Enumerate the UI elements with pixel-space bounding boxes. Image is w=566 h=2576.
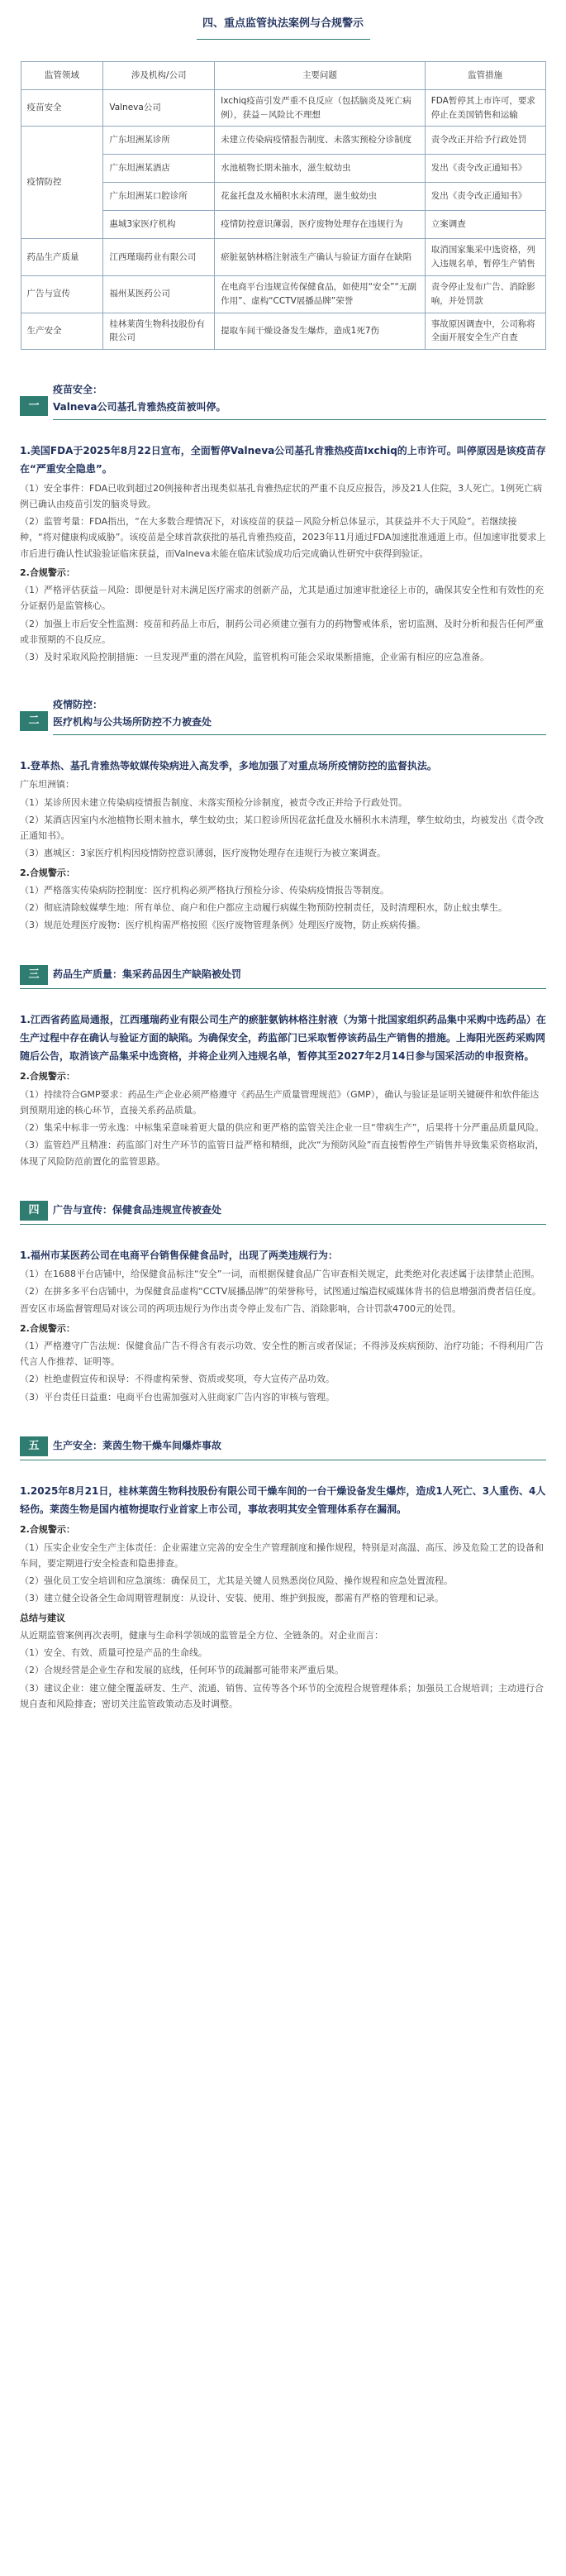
topic-number-badge: 三 <box>20 965 48 985</box>
case-lead-paragraph: 1.2025年8月21日，桂林莱茵生物科技股份有限公司干燥车间的一台干燥设备发生爆炸，造成1人死亡、3人重伤、4人轻伤。莱茵生物是国内植物提取行业首家上市公司，事故表明其安全管理体系存在漏洞。 <box>20 1484 546 1516</box>
cell-org: Valneva公司 <box>103 89 215 127</box>
table-row <box>21 275 545 313</box>
paragraph: 晋安区市场监督管理局对该公司的两项违规行为作出责令停止发布广告、消除影响，合计罚款4700元的处罚。 <box>20 1303 461 1315</box>
cell-issue: 提取车间干燥设备发生爆炸，造成1死7伤 <box>215 313 426 350</box>
cell-org: 广东坦洲某酒店 <box>103 155 215 183</box>
list-item: （1）压实企业安全生产主体责任：企业需建立完善的安全生产管理制度和操作规程，特别是对高温、高压、涉及危险工艺的设备和车间，要定期进行安全检查和隐患排查。 <box>20 1541 544 1569</box>
list-item: （1）安全事件：FDA已收到超过20例接种者出现类似基孔肯雅热症状的严重不良反应报告，涉及21人住院，3人死亡。1例死亡病例已确认由疫苗引发的脑炎导致。 <box>20 482 543 509</box>
header-issue: 主要问题 <box>215 61 426 89</box>
table-row <box>21 239 545 276</box>
list-item: （2）强化员工安全培训和应急演练：确保员工，尤其是关键人员熟悉岗位风险、操作规程和应急处置流程。 <box>20 1575 453 1587</box>
cell-issue: 在电商平台违规宣传保健食品，如使用“安全”“无副作用”、虚构“CCTV展播品牌”荣誉 <box>215 275 426 313</box>
overview-table <box>21 61 546 350</box>
cell-measure: 发出《责令改正通知书》 <box>425 155 545 183</box>
list-item: （3）惠城区：3家医疗机构因疫情防控意识薄弱，医疗废物处理存在违规行为被立案调查。 <box>20 848 386 859</box>
list-item: （1）严格遵守广告法规：保健食品广告不得含有表示功效、安全性的断言或者保证；不得涉及疾病预防、治疗功能；不得利用广告代言人作推荐、证明等。 <box>20 1340 544 1368</box>
topic-section <box>20 965 546 1169</box>
cell-domain: 药品生产质量 <box>21 239 103 276</box>
topic-header <box>20 1201 546 1225</box>
header-domain: 监管领域 <box>21 61 103 89</box>
topic-title: 生产安全：莱茵生物干燥车间爆炸事故 <box>53 1440 222 1452</box>
list-item: （2）某酒店因室内水池植物长期未抽水，孳生蚊幼虫；某口腔诊所因花盆托盘及水桶积水未清理，孳生蚊幼虫，均被发出《责令改正通知书》。 <box>20 814 544 842</box>
cell-measure: 责令停止发布广告、消除影响，并处罚款 <box>425 275 545 313</box>
cell-issue: 未建立传染病疫情报告制度、未落实预检分诊制度 <box>215 127 426 155</box>
section-title-underline <box>197 39 370 40</box>
cell-domain: 生产安全 <box>21 313 103 350</box>
list-item: （3）监管趋严且精准：药监部门对生产环节的监管日益严格和精细，此次“为预防风险”而直接暂停生产销售并导致集采资格取消，体现了风险防范前置化的监管思路。 <box>20 1140 545 1167</box>
paragraph: 广东坦洲镇： <box>20 779 74 791</box>
list-item: （3）平台责任日益重：电商平台也需加强对入驻商家广告内容的审核与管理。 <box>20 1391 335 1403</box>
subheading: 2.合规警示： <box>20 1322 75 1334</box>
list-item: （1）安全、有效、质量可控是产品的生命线。 <box>20 1647 207 1659</box>
subheading: 2.合规警示： <box>20 1524 75 1536</box>
subheading: 2.合规警示： <box>20 566 75 578</box>
topic-number-badge: 四 <box>20 1201 48 1221</box>
paragraph: 从近期监管案例再次表明，健康与生命科学领域的监管是全方位、全链条的。对企业而言： <box>20 1629 383 1641</box>
topic-header <box>20 696 546 735</box>
list-item: （1）严格落实传染病防控制度：医疗机构必须严格执行预检分诊、传染病疫情报告等制度。 <box>20 884 389 896</box>
cell-measure: FDA暂停其上市许可，要求停止在美国销售和运输 <box>425 89 545 127</box>
topic-title: 广告与宣传：保健食品违规宣传被查处 <box>53 1204 222 1216</box>
cell-measure: 取消国家集采中选资格，列入违规名单，暂停生产销售 <box>425 239 545 276</box>
list-item: （2）在拼多多平台店铺中，为保健食品虚构“CCTV展播品牌”的荣誉称号，试图通过编造权威媒体背书的信息增强消费者信任度。 <box>20 1286 541 1298</box>
cell-domain: 广告与宣传 <box>21 275 103 313</box>
topic-section <box>20 1436 546 1712</box>
list-item: （2）监管考量：FDA指出，“在大多数合理情况下，对该疫苗的获益－风险分析总体显示，其获益并不大于风险”。若继续接种，“将对健康构成威胁”。该疫苗是全球首款获批的基孔肯雅热疫苗，2023年11月通过FDA加速批准通道上市。但加速审批要求上市后进行确认性试验验证临床获益，而Valneva未能在临床试验成功后完成确认性研究中获得到验证。 <box>20 516 546 559</box>
cell-org: 广东坦洲某诊所 <box>103 127 215 155</box>
case-lead-paragraph: 1.福州市某医药公司在电商平台销售保健食品时，出现了两类违规行为： <box>20 1249 338 1261</box>
list-item: （2）杜绝虚假宣传和误导：不得虚构荣誉、资质或奖项，夸大宣传产品功效。 <box>20 1374 335 1385</box>
list-item: （3）建议企业：建立健全覆盖研发、生产、流通、销售、宣传等各个环节的全流程合规管理体系；加强员工合规培训；主动进行合规自查和风险排查；密切关注监管政策动态及时调整。 <box>20 1682 544 1709</box>
topic-underline <box>53 419 546 420</box>
topic-category: 疫苗安全： <box>53 384 103 396</box>
cell-issue: 瘀脏氨钠林格注射液生产确认与验证方面存在缺陷 <box>215 239 426 276</box>
cell-issue: 水池植物长期未抽水，滋生蚊幼虫 <box>215 155 426 183</box>
topic-number-badge: 五 <box>20 1436 48 1456</box>
topic-number-badge: 一 <box>20 396 48 416</box>
topic-title: 药品生产质量：集采药品因生产缺陷被处罚 <box>53 968 242 981</box>
topic-underline <box>53 734 546 735</box>
case-lead-paragraph: 1.江西省药监局通报，江西瑾瑞药业有限公司生产的瘀脏氨钠林格注射液（为第十批国家组织药品集中采购中选药品）在生产过程中存在确认与验证方面的缺陷。为确保安全，药监部门已采取暂停该药品生产销售的措施。上海阳光医药采购网随后公告，取消该产品集采中选资格，并将企业列入违规名单，暂停其至2027年2月14日参与国采活动的申报资格。 <box>20 1013 546 1063</box>
table-header-row <box>21 61 545 89</box>
topic-title: Valneva公司基孔肯雅热疫苗被叫停。 <box>53 401 226 413</box>
case-lead-paragraph: 1.登革热、基孔肯雅热等蚊媒传染病进入高发季，多地加强了对重点场所疫情防控的监督执法。 <box>20 760 437 772</box>
header-measure: 监管措施 <box>425 61 545 89</box>
cell-measure: 发出《责令改正通知书》 <box>425 183 545 211</box>
cell-measure: 事故原因调查中，公司称将全面开展安全生产自查 <box>425 313 545 350</box>
list-item: （1）某诊所因未建立传染病疫情报告制度、未落实预检分诊制度，被责令改正并给予行政处罚。 <box>20 796 407 808</box>
table-row <box>21 89 545 127</box>
list-item: （1）持续符合GMP要求：药品生产企业必须严格遵守《药品生产质量管理规范》（GMP），确认与验证是证明关键硬件和软件能达到预期用途的核心环节，直接关系药品质量。 <box>20 1088 540 1116</box>
cell-issue: Ixchiq疫苗引发严重不良反应（包括脑炎及死亡病例），获益－风险比不理想 <box>215 89 426 127</box>
topic-section <box>20 696 546 933</box>
cell-org: 江西瑾瑞药业有限公司 <box>103 239 215 276</box>
subheading: 2.合规警示： <box>20 1071 75 1082</box>
cell-org: 桂林莱茵生物科技股份有限公司 <box>103 313 215 350</box>
topic-header <box>20 381 546 420</box>
subheading: 2.合规警示： <box>20 867 75 878</box>
header-org: 涉及机构/公司 <box>103 61 215 89</box>
list-item: （2）加强上市后安全性监测：疫苗和药品上市后，制药公司必须建立强有力的药物警戒体系，密切监测、及时分析和报告任何严重或非预期的不良反应。 <box>20 618 544 645</box>
topic-header <box>20 965 546 989</box>
cell-measure: 立案调查 <box>425 211 545 239</box>
topic-title: 医疗机构与公共场所防控不力被查处 <box>53 716 212 729</box>
topic-section <box>20 1201 546 1405</box>
table-row <box>21 313 545 350</box>
topic-section <box>20 381 546 665</box>
cell-org: 惠城3家医疗机构 <box>103 211 215 239</box>
subheading: 总结与建议 <box>20 1612 65 1623</box>
topic-category: 疫情防控： <box>53 699 103 711</box>
cell-domain: 疫情防控 <box>21 127 103 239</box>
topic-number-badge: 二 <box>20 711 48 731</box>
list-item: （3）规范处理医疗废物：医疗机构需严格按照《医疗废物管理条例》处理医疗废物，防止疾病传播。 <box>20 920 426 931</box>
list-item: （2）集采中标非一劳永逸：中标集采意味着更大量的供应和更严格的监管关注企业一旦“带病生产”，后果将十分严重品质量风险。 <box>20 1122 545 1133</box>
list-item: （2）合规经营是企业生存和发展的底线，任何环节的疏漏都可能带来严重后果。 <box>20 1665 344 1676</box>
cell-measure: 责令改正并给予行政处罚 <box>425 127 545 155</box>
table-row <box>21 127 545 155</box>
cell-domain: 疫苗安全 <box>21 89 103 127</box>
list-item: （3）建立健全设备全生命周期管理制度：从设计、安装、使用、维护到报废，都需有严格的管理和记录。 <box>20 1593 444 1604</box>
topics-container <box>0 381 566 1712</box>
list-item: （2）彻底清除蚊媒孳生地：所有单位、商户和住户都应主动履行病媒生物预防控制责任，及时清理积水，防止蚊虫孳生。 <box>20 902 507 914</box>
cell-issue: 花盆托盘及水桶积水未清理，滋生蚊幼虫 <box>215 183 426 211</box>
list-item: （1）严格评估获益－风险：即便是针对未满足医疗需求的创新产品，尤其是通过加速审批途径上市的，确保其安全性和有效性的充分证据仍是监管核心。 <box>20 585 544 612</box>
cell-issue: 疫情防控意识薄弱，医疗废物处理存在违规行为 <box>215 211 426 239</box>
cell-org: 广东坦洲某口腔诊所 <box>103 183 215 211</box>
list-item: （3）及时采取风险控制措施：一旦发现严重的潜在风险，监管机构可能会采取果断措施，企业需有相应的应急准备。 <box>20 652 489 662</box>
section-title: 四、重点监管执法案例与合规警示 <box>202 17 364 30</box>
list-item: （1）在1688平台店铺中，给保健食品标注“安全”一词，而根据保健食品广告审查相关规定，此类绝对化表述属于法律禁止范围。 <box>20 1268 540 1279</box>
case-lead-paragraph: 1.美国FDA于2025年8月22日宣布，全面暂停Valneva公司基孔肯雅热疫苗Ixchiq的上市许可。叫停原因是该疫苗存在“严重安全隐患”。 <box>20 445 546 476</box>
topic-header <box>20 1436 546 1460</box>
cell-org: 福州某医药公司 <box>103 275 215 313</box>
